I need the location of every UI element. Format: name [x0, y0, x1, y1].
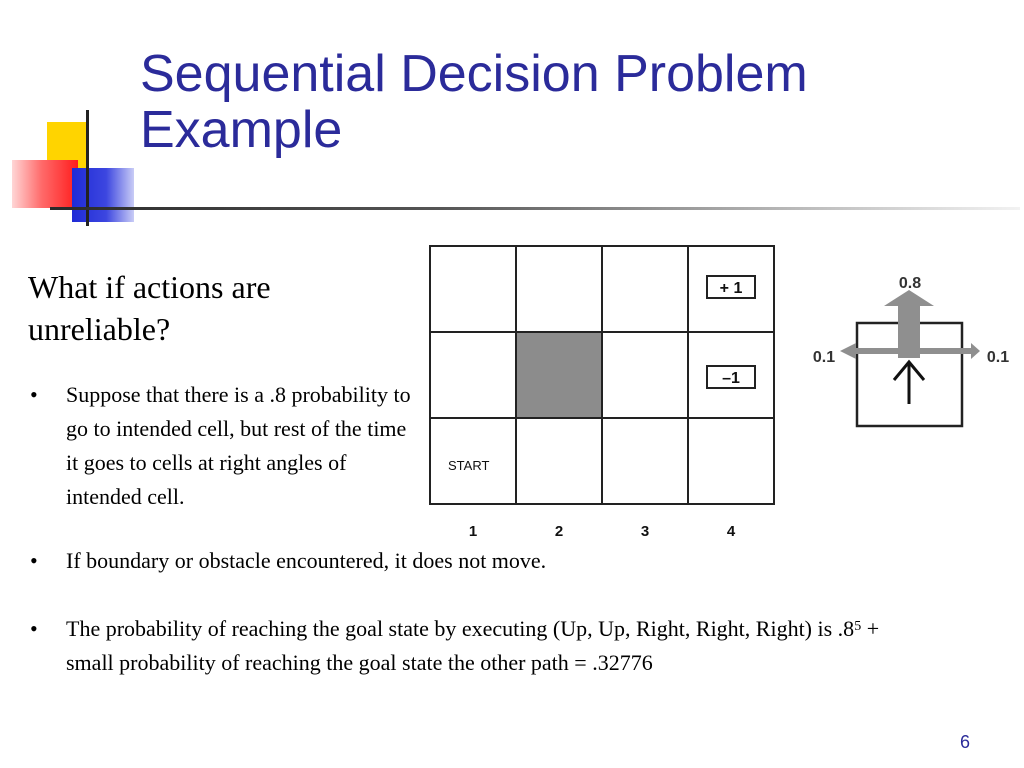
start-label: START [448, 458, 490, 473]
decor-red-square [12, 160, 78, 208]
obstacle-cell [516, 332, 602, 418]
bullet-text: If boundary or obstacle encountered, it does not move. [66, 548, 547, 573]
page-number: 6 [959, 732, 970, 752]
title-line-1: Sequential Decision Problem [140, 45, 808, 103]
grid-cell [602, 332, 688, 418]
title-underline [50, 207, 1020, 210]
left-prob-label: 0.1 [812, 349, 836, 366]
forward-prob-label: 0.8 [898, 275, 922, 292]
bullet-text-part-1: The probability of reaching the goal state by executing (Up, Up, Right, Right, Right) is .8 [66, 616, 855, 641]
grid-world-figure [420, 238, 780, 548]
bullet-symbol: • [30, 382, 38, 407]
grid-cell [430, 246, 516, 332]
plus-one-label: + 1 [719, 280, 743, 297]
decor-blue-square [72, 168, 134, 222]
grid-cell [430, 332, 516, 418]
grid-cell [688, 418, 774, 504]
grid-cell [602, 246, 688, 332]
column-label: 2 [554, 523, 564, 540]
exponent: 5 [854, 619, 862, 634]
slide-subtitle: What if actions are unreliable? [28, 269, 271, 347]
grid-cell [516, 246, 602, 332]
bullet-symbol: • [30, 548, 38, 573]
column-label: 1 [468, 523, 478, 540]
slide-title [140, 46, 1000, 158]
bullet-text: Suppose that there is a .8 probability to go to intended cell, but rest of the time it goes to cells at right angles of intended cell. [66, 382, 411, 509]
right-prob-label: 0.1 [986, 349, 1010, 366]
bullet-text [66, 612, 906, 680]
minus-one-label: –1 [722, 370, 740, 387]
column-label: 3 [640, 523, 650, 540]
grid-cell [602, 418, 688, 504]
bullet-symbol: • [30, 616, 38, 641]
column-label: 4 [726, 523, 736, 540]
grid-cell [516, 418, 602, 504]
bullet-text-part-2: + small probability of reaching the goal state the other path = .32776 [66, 616, 880, 675]
title-line-2: Example [140, 101, 343, 159]
transition-probability-figure [800, 262, 1022, 438]
